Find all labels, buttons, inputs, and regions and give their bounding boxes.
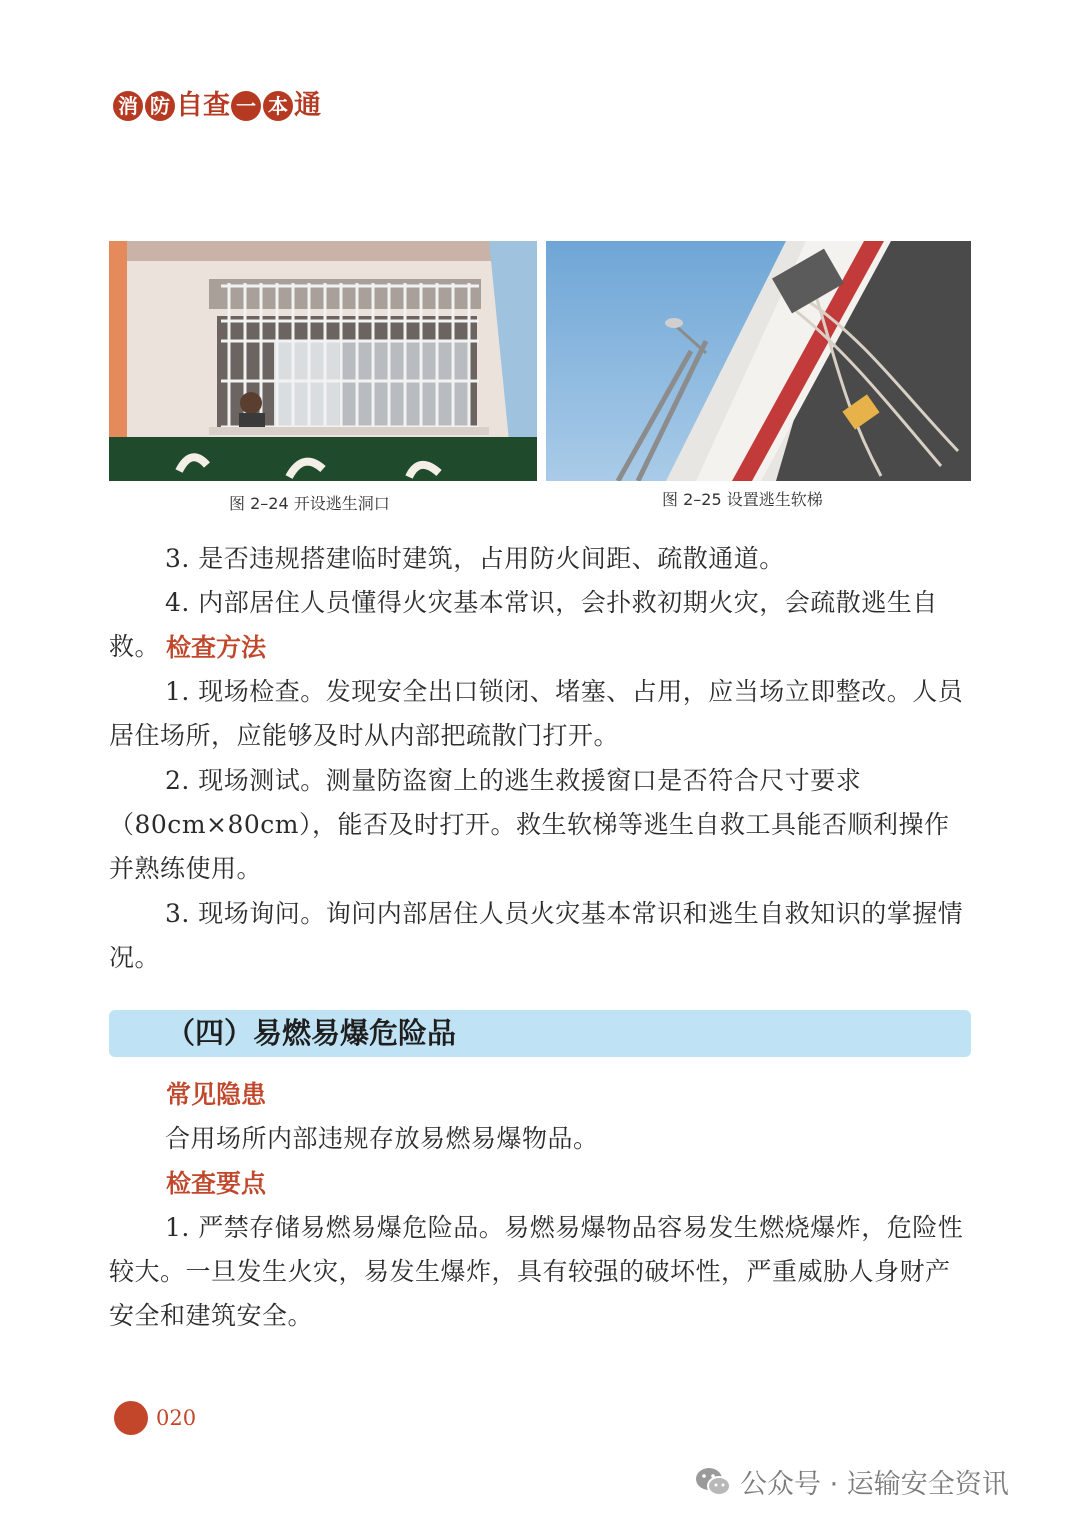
book-title-char: 防 — [145, 91, 175, 121]
heading-common-hazards: 常见隐患 — [166, 1080, 267, 1109]
figure-caption-2: 图 2–25 设置逃生软梯 — [662, 490, 823, 509]
heading-inspection-method: 检查方法 — [166, 633, 267, 662]
method-item-2: 2. 现场测试。测量防盗窗上的逃生救援窗口是否符合尺寸要求（80cm×80cm），能否及时打开。救生软梯等逃生自救工具能否顺利操作并熟练使用。 — [109, 766, 950, 883]
section-title: （四）易燃易爆危险品 — [166, 1016, 457, 1050]
book-title-char: 自 — [176, 90, 203, 121]
method-item-3: 3. 现场询问。询问内部居住人员火灾基本常识和逃生自救知识的掌握情况。 — [109, 899, 964, 972]
wechat-icon — [694, 1465, 732, 1499]
book-title-char: 一 — [231, 91, 261, 121]
book-title-logo — [112, 86, 321, 126]
check-item-3: 3. 是否违规搭建临时建筑，占用防火间距、疏散通道。 — [165, 544, 785, 573]
hazard-text: 合用场所内部违规存放易燃易爆物品。 — [165, 1124, 599, 1153]
wechat-watermark — [694, 1462, 1009, 1501]
watermark-text: 公众号 · 运输安全资讯 — [740, 1469, 1009, 1500]
inspection-point-1: 1. 严禁存储易燃易爆危险品。易燃易爆物品容易发生燃烧爆炸，危险性较大。一旦发生火灾，易发生爆炸，具有较强的破坏性，严重威胁人身财产安全和建筑安全。 — [109, 1213, 964, 1330]
method-item-1: 1. 现场检查。发现安全出口锁闭、堵塞、占用，应当场立即整改。人员居住场所，应能够及时从内部把疏散门打开。 — [109, 677, 964, 750]
book-title-char: 通 — [294, 90, 321, 121]
escape-window-photo — [109, 241, 537, 481]
page-number: 020 — [156, 1406, 197, 1430]
heading-inspection-points: 检查要点 — [166, 1169, 267, 1198]
escape-ladder-photo — [546, 241, 971, 481]
book-title-char: 查 — [203, 90, 230, 121]
book-title-char: 消 — [113, 91, 143, 121]
section-title-bar — [109, 1010, 971, 1057]
check-item-4: 4. 内部居住人员懂得火灾基本常识，会扑救初期火灾，会疏散逃生自救。 — [109, 588, 938, 661]
page-number-dot — [114, 1401, 148, 1435]
book-title-char: 本 — [263, 91, 293, 121]
figure-caption-1: 图 2–24 开设逃生洞口 — [229, 494, 390, 513]
